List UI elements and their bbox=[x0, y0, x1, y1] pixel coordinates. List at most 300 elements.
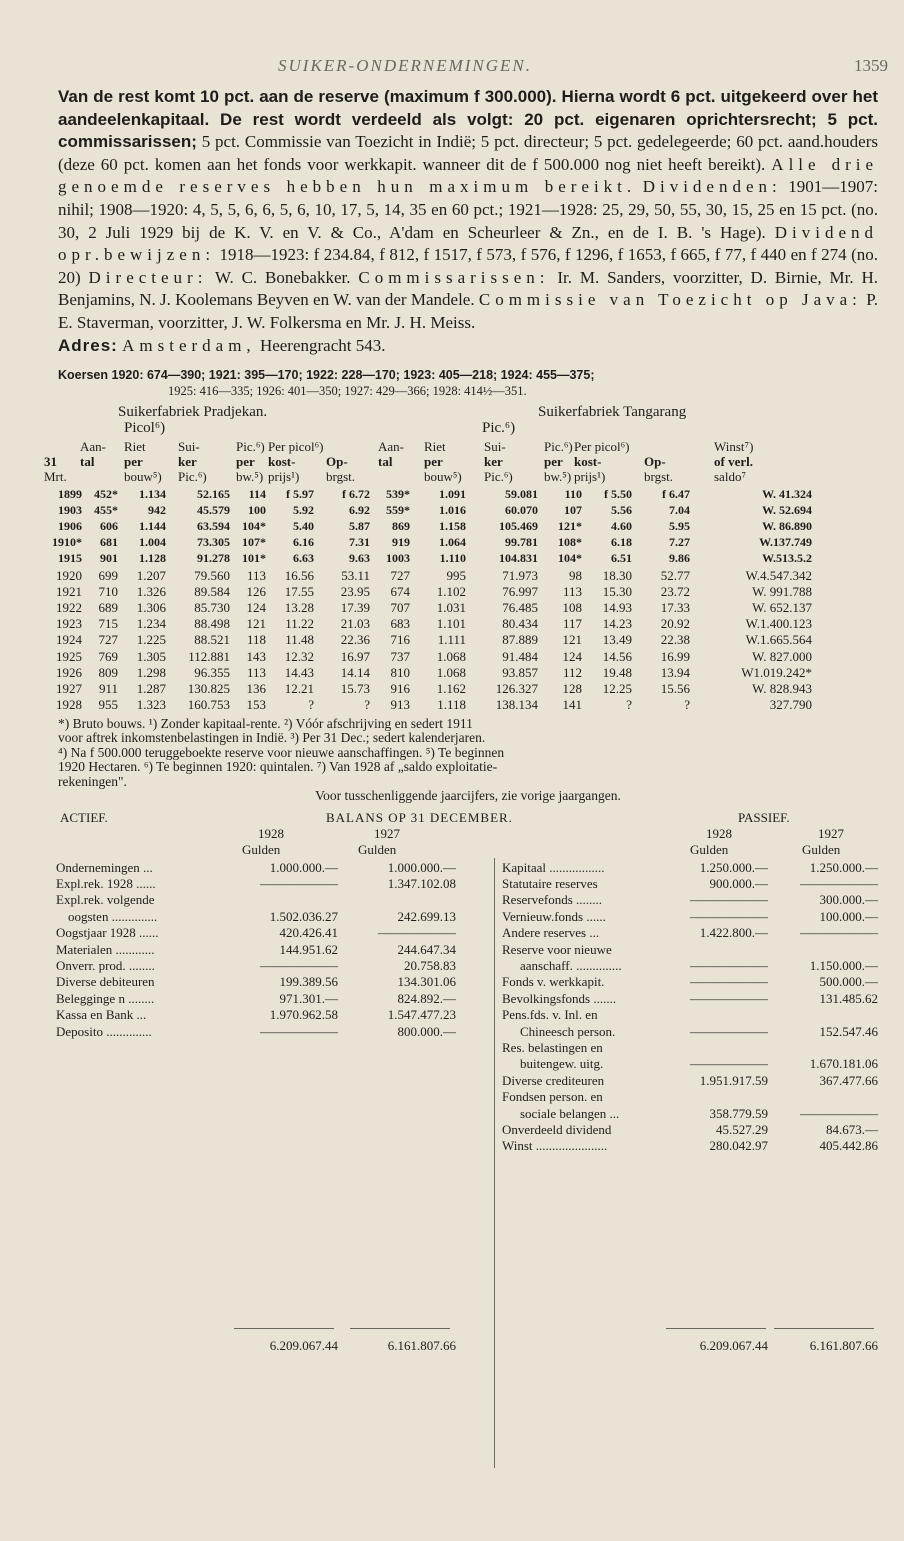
actief-label: Belegginge n ........ bbox=[56, 990, 155, 1006]
table-cell: 681 bbox=[100, 535, 118, 550]
table-cell: 1.306 bbox=[136, 599, 166, 615]
actief-1927: 800.000.— bbox=[397, 1023, 456, 1039]
table-cell: 1.031 bbox=[436, 599, 466, 615]
actief-1927: 1.347.102.08 bbox=[387, 875, 456, 891]
table-cell: 715 bbox=[98, 616, 118, 632]
table-cell: 1.225 bbox=[136, 632, 166, 648]
col-header-riet: per bbox=[424, 453, 443, 469]
passief-1928: 900.000.— bbox=[709, 875, 768, 891]
page bbox=[44, 52, 888, 1370]
actief-1928: 971.301.— bbox=[279, 990, 338, 1006]
unit-left-1: Gulden bbox=[242, 841, 281, 857]
col-header-kostprijs: kost- bbox=[574, 453, 602, 469]
table-cell: 1.102 bbox=[436, 583, 466, 599]
col-header-suiker: Pic.⁶) bbox=[178, 468, 207, 484]
row-year: 1923 bbox=[56, 616, 82, 632]
col-header-aantal: Aan- bbox=[80, 438, 106, 454]
actief-1928: 144.951.62 bbox=[279, 941, 338, 957]
row-year: 1922 bbox=[56, 599, 82, 615]
actief-heading: ACTIEF. bbox=[60, 809, 108, 825]
table-cell: 327.790 bbox=[769, 697, 812, 713]
table-cell: 727 bbox=[390, 567, 410, 583]
year-1927-left: 1927 bbox=[374, 825, 400, 841]
passief-1928: —————— bbox=[690, 908, 768, 924]
col-header-winst: Winst⁷) bbox=[714, 438, 754, 454]
intro-line1: Van de rest komt 10 pct. aan de reserve (maximum f 300.000). Hierna wordt 6 pct. uitgekeerd over het aandeelenkapitaal. De rest wordt verdeeld als volgt: 20 pct. eigenaren oprichtersrecht; 5 pct. commissarissen; bbox=[58, 87, 878, 152]
table-cell: 45.579 bbox=[197, 502, 230, 517]
table-cell: 23.72 bbox=[660, 583, 690, 599]
table-cell: 22.36 bbox=[340, 632, 370, 648]
table-cell: 104* bbox=[558, 551, 582, 566]
table-cell: 107 bbox=[564, 502, 582, 517]
koersen-line1: 1920: 674—390; 1921: 395—170; 1922: 228—170; 1923: 405—218; 1924: 455—375; bbox=[111, 367, 595, 382]
table-cell: 911 bbox=[98, 680, 118, 696]
commissarissen-text: Ir. M. Sanders, voorzitter, D. Birnie, Mr. H. Benjamins, N. J. Koolemans Beyven en W. van der Mandele. bbox=[58, 267, 879, 310]
table-cell: 16.97 bbox=[340, 648, 370, 664]
table-cell: 14.14 bbox=[340, 664, 370, 680]
actief-1928: 1.502.036.27 bbox=[269, 908, 338, 924]
passief-label: Statutaire reserves bbox=[502, 875, 598, 891]
balance-sheet bbox=[58, 810, 878, 1370]
table-cell: W1.019.242* bbox=[741, 664, 812, 680]
table-cell: 130.825 bbox=[187, 680, 230, 696]
year-1927-right: 1927 bbox=[818, 825, 844, 841]
passief-label: Andere reserves ... bbox=[502, 925, 600, 941]
passief-1928: —————— bbox=[690, 990, 768, 1006]
table-cell: 11.22 bbox=[285, 616, 314, 632]
passief-label: Winst ...................... bbox=[502, 1138, 608, 1154]
adres-label: Adres: bbox=[58, 335, 118, 355]
passief-1927: 152.547.46 bbox=[819, 1023, 878, 1039]
row-year: 1921 bbox=[56, 583, 82, 599]
table-cell: 6.18 bbox=[611, 535, 632, 550]
col-header-aantal: Aan- bbox=[378, 438, 404, 454]
table-cell: 1.207 bbox=[136, 567, 166, 583]
actief-1927: 20.758.83 bbox=[404, 957, 456, 973]
total-rule bbox=[666, 1328, 766, 1329]
passief-1927: —————— bbox=[800, 875, 878, 891]
table-cell: 121 bbox=[246, 616, 266, 632]
table-cell: 15.30 bbox=[602, 583, 632, 599]
table-cell: 118 bbox=[246, 632, 266, 648]
table-cell: 15.56 bbox=[660, 680, 690, 696]
table-cell: 107* bbox=[242, 535, 266, 550]
table-cell: 52.165 bbox=[197, 486, 230, 501]
table-cell: ? bbox=[308, 697, 314, 713]
table-cell: W.1.400.123 bbox=[745, 616, 812, 632]
dividenden-label: Dividenden: bbox=[642, 177, 782, 197]
col-header-riet: bouw⁵) bbox=[124, 468, 162, 484]
table-cell: 101* bbox=[242, 551, 266, 566]
col-header-kostprijs: Per picol⁶) bbox=[574, 438, 630, 454]
passief-1927: —————— bbox=[800, 1105, 878, 1121]
table-cell: 1.134 bbox=[139, 486, 166, 501]
table-cell: 91.278 bbox=[197, 551, 230, 566]
col-header-riet: bouw⁵) bbox=[424, 468, 462, 484]
passief-label: Reserve voor nieuwe bbox=[502, 941, 612, 957]
table-cell: 9.63 bbox=[349, 551, 370, 566]
table-cell: 5.40 bbox=[293, 518, 314, 533]
actief-1928: —————— bbox=[260, 1023, 338, 1039]
col-header-opbrengst: brgst. bbox=[326, 468, 356, 484]
col-header-picper: per bbox=[544, 453, 563, 469]
table-cell: 98 bbox=[569, 567, 582, 583]
table-cell: f 6.72 bbox=[342, 486, 370, 501]
footnote-line: 1920 Hectaren. ⁶) Te beginnen 1920: quintalen. ⁷) Van 1928 af „saldo exploitatie- bbox=[58, 759, 498, 775]
row-year: 1906 bbox=[58, 518, 82, 533]
table-cell: 727 bbox=[98, 632, 118, 648]
table-cell: f 5.50 bbox=[604, 486, 632, 501]
table-cell: 1.016 bbox=[439, 502, 466, 517]
passief-label: Bevolkingsfonds ....... bbox=[502, 990, 617, 1006]
actief-1927: 134.301.06 bbox=[397, 974, 456, 990]
table-cell: 6.63 bbox=[293, 551, 314, 566]
table-cell: 5.87 bbox=[349, 518, 370, 533]
table-cell: 23.95 bbox=[340, 583, 370, 599]
table-cell: 71.973 bbox=[502, 567, 538, 583]
passief-label: aanschaff. .............. bbox=[520, 957, 622, 973]
commissie-label: Commissie van Toezicht op Java: bbox=[478, 290, 862, 310]
col-header-suiker: ker bbox=[484, 453, 503, 469]
row-year: 1927 bbox=[56, 680, 82, 696]
table-cell: 559* bbox=[386, 502, 410, 517]
table-cell: ? bbox=[684, 697, 690, 713]
table-cell: 901 bbox=[100, 551, 118, 566]
table-cell: 124 bbox=[246, 599, 266, 615]
col-header-year: Mrt. bbox=[44, 468, 67, 484]
intro-paragraph bbox=[58, 86, 878, 335]
actief-1928: —————— bbox=[260, 957, 338, 973]
actief-1927: 1.000.000.— bbox=[387, 859, 456, 875]
table-cell: 160.753 bbox=[187, 697, 230, 713]
table-cell: 869 bbox=[392, 518, 410, 533]
passief-label: Pens.fds. v. Inl. en bbox=[502, 1007, 598, 1023]
total-right-1928: 6.209.067.44 bbox=[699, 1337, 768, 1353]
passief-label: Fonds v. werkkapit. bbox=[502, 974, 605, 990]
table-cell: 1.068 bbox=[436, 664, 466, 680]
col-header-suiker: ker bbox=[178, 453, 197, 469]
passief-1928: —————— bbox=[690, 974, 768, 990]
running-title: SUIKER-ONDERNEMINGEN. bbox=[278, 56, 533, 75]
adres-street: Heerengracht 543. bbox=[259, 335, 386, 355]
passief-1927: 300.000.— bbox=[819, 892, 878, 908]
col-header-riet: per bbox=[124, 453, 143, 469]
adres bbox=[58, 335, 878, 357]
adres-city: Amsterdam, bbox=[122, 335, 256, 355]
table-cell: 59.081 bbox=[505, 486, 538, 501]
table-cell: 87.889 bbox=[502, 632, 538, 648]
actief-1927: —————— bbox=[378, 925, 456, 941]
table-cell: 104* bbox=[242, 518, 266, 533]
actief-label: Ondernemingen ... bbox=[56, 859, 153, 875]
passief-1928: —————— bbox=[690, 957, 768, 973]
table-cell: 4.60 bbox=[611, 518, 632, 533]
table-cell: 100 bbox=[248, 502, 266, 517]
table-cell: 121* bbox=[558, 518, 582, 533]
table-cell: 20.92 bbox=[660, 616, 690, 632]
table-cell: 995 bbox=[446, 567, 466, 583]
table-cell: 17.33 bbox=[660, 599, 690, 615]
table-cell: W.137.749 bbox=[759, 535, 812, 550]
table-cell: 1.110 bbox=[439, 551, 466, 566]
directeur-label: Directeur: bbox=[88, 267, 208, 287]
footnote-line: voor aftrek inkomstenbelastingen in Indië. ³) Per 31 Dec.; sedert kalenderjaren. bbox=[58, 730, 486, 746]
table-cell: 916 bbox=[390, 680, 410, 696]
table-cell: 707 bbox=[390, 599, 410, 615]
table-cell: f 6.47 bbox=[662, 486, 690, 501]
table-cell: 1003 bbox=[386, 551, 410, 566]
table-cell: 60.070 bbox=[505, 502, 538, 517]
table-cell: ? bbox=[364, 697, 370, 713]
footnotes bbox=[58, 717, 878, 804]
table-cell: 683 bbox=[390, 616, 410, 632]
commissarissen-label: Commissarissen: bbox=[358, 267, 550, 287]
table-cell: 52.77 bbox=[660, 567, 690, 583]
table-cell: 1.234 bbox=[136, 616, 166, 632]
actief-label: Oogstjaar 1928 ...... bbox=[56, 925, 159, 941]
col-header-kostprijs: kost- bbox=[268, 453, 296, 469]
koersen-label: Koersen bbox=[58, 367, 109, 382]
col-header-kostprijs: prijs¹) bbox=[268, 468, 300, 484]
table-cell: 73.305 bbox=[197, 535, 230, 550]
table-cell: 89.584 bbox=[194, 583, 230, 599]
table-cell: 9.86 bbox=[669, 551, 690, 566]
table-cell: W. 86.890 bbox=[762, 518, 812, 533]
row-year: 1915 bbox=[58, 551, 82, 566]
table-cell: 955 bbox=[98, 697, 118, 713]
table-cell: 108* bbox=[558, 535, 582, 550]
actief-label: oogsten .............. bbox=[68, 908, 158, 924]
total-left-1927: 6.161.807.66 bbox=[387, 1337, 456, 1353]
actief-label: Materialen ............ bbox=[56, 941, 155, 957]
table-cell: 113 bbox=[246, 664, 266, 680]
table-cell: 110 bbox=[564, 486, 582, 501]
reserves-spaced: Alle drie genoemde reserves hebben hun maximum bereikt. bbox=[58, 154, 879, 197]
table-cell: 53.11 bbox=[341, 567, 370, 583]
table-cell: ? bbox=[626, 697, 632, 713]
passief-1927: 100.000.— bbox=[819, 908, 878, 924]
actief-1927: 242.699.13 bbox=[397, 908, 456, 924]
table-cell: 117 bbox=[562, 616, 582, 632]
table-cell: 136 bbox=[246, 680, 266, 696]
passief-1928: 45.527.29 bbox=[716, 1121, 768, 1137]
passief-label: sociale belangen ... bbox=[520, 1105, 620, 1121]
table-cell: 1.091 bbox=[439, 486, 466, 501]
table-cell: 1.004 bbox=[139, 535, 166, 550]
table-cell: 12.25 bbox=[602, 680, 632, 696]
table-cell: 539* bbox=[386, 486, 410, 501]
col-header-opbrengst: brgst. bbox=[644, 468, 674, 484]
table-cell: 63.594 bbox=[197, 518, 230, 533]
col-header-riet: Riet bbox=[424, 438, 446, 454]
table-cell: 14.43 bbox=[284, 664, 314, 680]
table-cell: 121 bbox=[562, 632, 582, 648]
table-cell: W. 827.000 bbox=[752, 648, 812, 664]
table-cell: 113 bbox=[562, 583, 582, 599]
table-cell: 104.831 bbox=[499, 551, 538, 566]
table-cell: 1.144 bbox=[139, 518, 166, 533]
total-right-1927: 6.161.807.66 bbox=[809, 1337, 878, 1353]
table-cell: 1.323 bbox=[136, 697, 166, 713]
actief-1927: 244.647.34 bbox=[397, 941, 456, 957]
table-cell: 452* bbox=[94, 486, 118, 501]
table-cell: 128 bbox=[562, 680, 582, 696]
directeur-text: W. C. Bonebakker. bbox=[215, 267, 351, 287]
table-cell: 769 bbox=[98, 648, 118, 664]
passief-1928: —————— bbox=[690, 892, 768, 908]
balance-divider bbox=[494, 858, 495, 1468]
col-header-kostprijs: Per picol⁶) bbox=[268, 438, 324, 454]
year-1928-left: 1928 bbox=[258, 825, 284, 841]
passief-1928: 1.250.000.— bbox=[699, 859, 768, 875]
table-cell: 1.298 bbox=[136, 664, 166, 680]
table-cell: 79.560 bbox=[194, 567, 230, 583]
table-cell: 18.30 bbox=[602, 567, 632, 583]
dividend-opr-label: Dividend opr.bewijzen: bbox=[58, 222, 878, 265]
table-cell: 113 bbox=[246, 567, 266, 583]
passief-1927: 131.485.62 bbox=[819, 990, 878, 1006]
actief-label: Kassa en Bank ... bbox=[56, 1007, 147, 1023]
table-cell: f 5.97 bbox=[286, 486, 314, 501]
table-cell: 141 bbox=[562, 697, 582, 713]
dividend-opr-text: 1918—1923: f 234.84, f 812, f 1517, f 573, f 576, f 1296, f 1653, f 665, f 77, f 440 en f 274 (no. 20) bbox=[58, 245, 879, 287]
footnote-line: Voor tusschenliggende jaarcijfers, zie vorige jaargangen. bbox=[315, 788, 621, 804]
table-cell: 12.21 bbox=[284, 680, 314, 696]
table-cell: 5.92 bbox=[293, 502, 314, 517]
unit-right-2: Gulden bbox=[802, 841, 841, 857]
production-table bbox=[44, 403, 878, 715]
col-header-year: 31 bbox=[44, 453, 57, 469]
actief-1927: 824.892.— bbox=[397, 990, 456, 1006]
table-cell: W. 52.694 bbox=[762, 502, 812, 517]
row-year: 1903 bbox=[58, 502, 82, 517]
passief-1927: 405.442.86 bbox=[819, 1138, 878, 1154]
actief-1928: 1.000.000.— bbox=[269, 859, 338, 875]
table-cell: 13.49 bbox=[602, 632, 632, 648]
table-cell: 108 bbox=[562, 599, 582, 615]
passief-1928: 1.422.800.— bbox=[699, 925, 768, 941]
passief-label: Onverdeeld dividend bbox=[502, 1121, 612, 1137]
table-cell: 1.305 bbox=[136, 648, 166, 664]
row-year: 1899 bbox=[58, 486, 82, 501]
koersen-block bbox=[58, 367, 878, 399]
table-cell: 126 bbox=[246, 583, 266, 599]
table-cell: 7.27 bbox=[669, 535, 690, 550]
table-cell: 14.23 bbox=[602, 616, 632, 632]
unit-right-1: Gulden bbox=[690, 841, 729, 857]
table-cell: 699 bbox=[98, 567, 118, 583]
col-header-aantal: tal bbox=[80, 453, 95, 469]
col-header-suiker: Sui- bbox=[484, 438, 506, 454]
unit-left-2: Gulden bbox=[358, 841, 397, 857]
col-header-picper: bw.⁵) bbox=[236, 468, 264, 484]
table-cell: 88.498 bbox=[194, 616, 230, 632]
row-year: 1920 bbox=[56, 567, 82, 583]
table-cell: 1.118 bbox=[437, 697, 466, 713]
row-year: 1926 bbox=[56, 664, 82, 680]
table-cell: 1.287 bbox=[136, 680, 166, 696]
row-year: 1924 bbox=[56, 632, 82, 648]
col-header-aantal: tal bbox=[378, 453, 393, 469]
passief-1928: 1.951.917.59 bbox=[699, 1072, 768, 1088]
table-cell: 76.997 bbox=[502, 583, 538, 599]
koersen-line2: 1925: 416—335; 1926: 401—350; 1927: 429—366; 1928: 414½—351. bbox=[168, 383, 527, 398]
passief-1927: 367.477.66 bbox=[819, 1072, 878, 1088]
passief-label: Diverse crediteuren bbox=[502, 1072, 605, 1088]
actief-1928: 420.426.41 bbox=[279, 925, 338, 941]
balance-title: BALANS OP 31 DECEMBER. bbox=[326, 809, 513, 825]
table-cell: 76.485 bbox=[502, 599, 538, 615]
passief-1927: 84.673.— bbox=[826, 1121, 878, 1137]
table-cell: W.4.547.342 bbox=[745, 567, 812, 583]
table-cell: 153 bbox=[246, 697, 266, 713]
table-cell: 17.55 bbox=[284, 583, 314, 599]
col-header-picper: bw.⁵) bbox=[544, 468, 572, 484]
table-cell: 1.162 bbox=[436, 680, 466, 696]
actief-label: Deposito .............. bbox=[56, 1023, 152, 1039]
passief-label: Reservefonds ........ bbox=[502, 892, 603, 908]
dividenden-text: 1901—1907: nihil; 1908—1920: 4, 5, 5, 6, 6, 5, 6, 10, 17, 5, 14, 35 en 60 pct.; 1921—1928: 25, 29, 50, 55, 30, 15, 25 en 15 pct. (no. 30, 2 Juli 1929 bij de K. V. en V. & Co., A'dam en Scheurleer & Zn., en de I. B. 's Hage). bbox=[58, 177, 879, 242]
actief-1928: 1.970.962.58 bbox=[269, 1007, 338, 1023]
table-cell: 1.158 bbox=[439, 518, 466, 533]
table-cell: 716 bbox=[390, 632, 410, 648]
table-cell: 809 bbox=[98, 664, 118, 680]
commissie-text: P. E. Staverman, voorzitter, J. W. Folkersma en Mr. J. H. Meiss. bbox=[58, 290, 879, 332]
table-cell: W. 991.788 bbox=[752, 583, 812, 599]
actief-label: Expl.rek. volgende bbox=[56, 892, 155, 908]
table-cell: 919 bbox=[392, 535, 410, 550]
table-cell: 80.434 bbox=[502, 616, 538, 632]
actief-1928: 199.389.56 bbox=[279, 974, 338, 990]
table-cell: 13.28 bbox=[284, 599, 314, 615]
table-cell: 124 bbox=[562, 648, 582, 664]
table-cell: 11.48 bbox=[285, 632, 314, 648]
row-year: 1928 bbox=[56, 697, 82, 713]
table-cell: W. 41.324 bbox=[762, 486, 812, 501]
table-cell: 7.04 bbox=[669, 502, 690, 517]
total-rule bbox=[350, 1328, 450, 1329]
table-cell: 12.32 bbox=[284, 648, 314, 664]
total-left-1928: 6.209.067.44 bbox=[269, 1337, 338, 1353]
table-cell: W. 652.137 bbox=[752, 599, 812, 615]
col-header-picper: per bbox=[236, 453, 255, 469]
table-cell: 674 bbox=[390, 583, 410, 599]
col-header-suiker: Pic.⁶) bbox=[484, 468, 513, 484]
page-header bbox=[58, 52, 888, 86]
passief-label: Chineesch person. bbox=[520, 1023, 616, 1039]
table-cell: 16.56 bbox=[284, 567, 314, 583]
table-cell: 114 bbox=[248, 486, 266, 501]
table-cell: 710 bbox=[98, 583, 118, 599]
passief-1927: —————— bbox=[800, 925, 878, 941]
col-header-picper: Pic.⁶) bbox=[236, 438, 265, 454]
table-cell: 14.93 bbox=[602, 599, 632, 615]
total-rule bbox=[774, 1328, 874, 1329]
table-cell: 1.326 bbox=[136, 583, 166, 599]
col-header-kostprijs: prijs¹) bbox=[574, 468, 606, 484]
passief-label: Fondsen person. en bbox=[502, 1089, 603, 1105]
row-year: 1910* bbox=[52, 535, 82, 550]
table-cell: 105.469 bbox=[499, 518, 538, 533]
intro-line2: 5 pct. Commissie van Toezicht in Indië; 5 pct. directeur; 5 pct. gedelegeerde; 60 pct. aand.houders (deze 60 pct. komen aan het fonds voor werkkapit. wanneer dit de f 500.000 nog niet heeft bereikt). bbox=[58, 132, 878, 174]
group-left-title: Suikerfabriek Pradjekan. bbox=[118, 403, 268, 420]
passief-1928: 358.779.59 bbox=[709, 1105, 768, 1121]
table-cell: 93.857 bbox=[502, 664, 538, 680]
table-cell: 112 bbox=[562, 664, 582, 680]
col-header-winst: of verl. bbox=[714, 453, 753, 469]
table-cell: 91.484 bbox=[502, 648, 538, 664]
table-cell: 14.56 bbox=[602, 648, 632, 664]
